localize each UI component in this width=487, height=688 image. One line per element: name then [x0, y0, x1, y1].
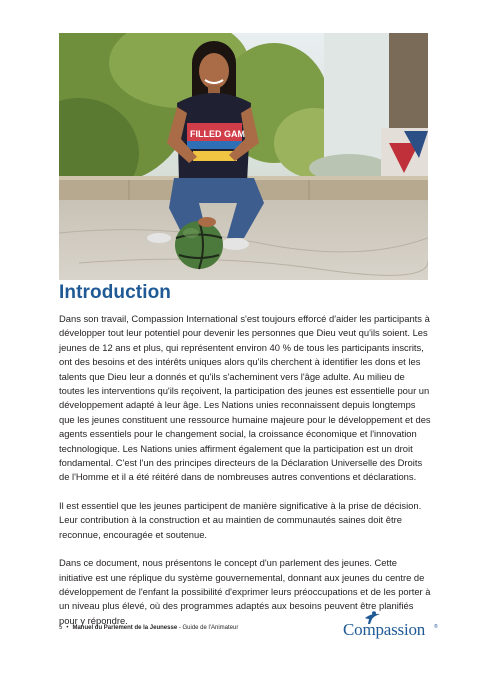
- svg-text:FILLED GAM: FILLED GAM: [190, 129, 245, 139]
- footer-doc-subtitle: - Guide de l'Animateur: [177, 625, 239, 631]
- logo-registered-mark: ®: [434, 624, 438, 630]
- paragraph: Dans ce document, nous présentons le concept d'un parlement des jeunes. Cette initiative est une réplique du système gouvernemental, donnant aux jeunes du centre de développement de l'enfant la possibilité d'exprimer leurs préoccupations et de les porter à un niveau plus élevé, où des programmes adaptés aux besoins peuvent être planifiés pour y répondre.: [59, 557, 431, 626]
- page-number: 5: [59, 625, 63, 631]
- footer-caption: [59, 625, 238, 631]
- hero-photo: [59, 33, 428, 280]
- logo-wordmark: Compassion: [343, 620, 426, 639]
- paragraph: Dans son travail, Compassion International s'est toujours efforcé d'aider les participants à développer tout leur potentiel pour devenir les personnes que Dieu veut qu'ils soient. Les jeunes de 12 ans et plus, qui représentent environ 40 % de tous les participants inscrits, ont des besoins et des intérêts uniques alors qu'ils cherchent à identifier les dons et les talents que Dieu leur a donnés et qu'ils s'acheminent vers l'âge adulte. Au milieu de toutes les interventions qu'ils reçoivent, la participation des jeunes est essentielle pour un développement adapté à leur âge. Les Nations unies reconnaissent depuis longtemps que les jeunes constituent une ressource humaine majeure pour le développement et des agents essentiels pour le changement social, la croissance économique et l'innovation technologique. Les Nations unies affirment également que la participation est un droit fondamental. C'est l'un des principes directeurs de la Déclaration Universelle des Droits de l'Homme et il a été réitéré dans de nombreuses autres conventions et déclarations.: [59, 313, 431, 483]
- section-heading: Introduction: [59, 282, 172, 303]
- compassion-logo: [343, 611, 439, 643]
- body-text: [59, 312, 431, 642]
- photo-young-woman-with-basketball: [59, 33, 428, 280]
- footer-doc-title: Manuel du Parlement de la Jeunesse: [72, 625, 178, 631]
- footer-separator: •: [66, 625, 69, 631]
- page-footer: [59, 620, 439, 647]
- paragraph: Il est essentiel que les jeunes participent de manière significative à la prise de décision. Leur contribution à la construction et au maintien de communautés saines doit être reconnue, encouragée et soutenue.: [59, 499, 422, 540]
